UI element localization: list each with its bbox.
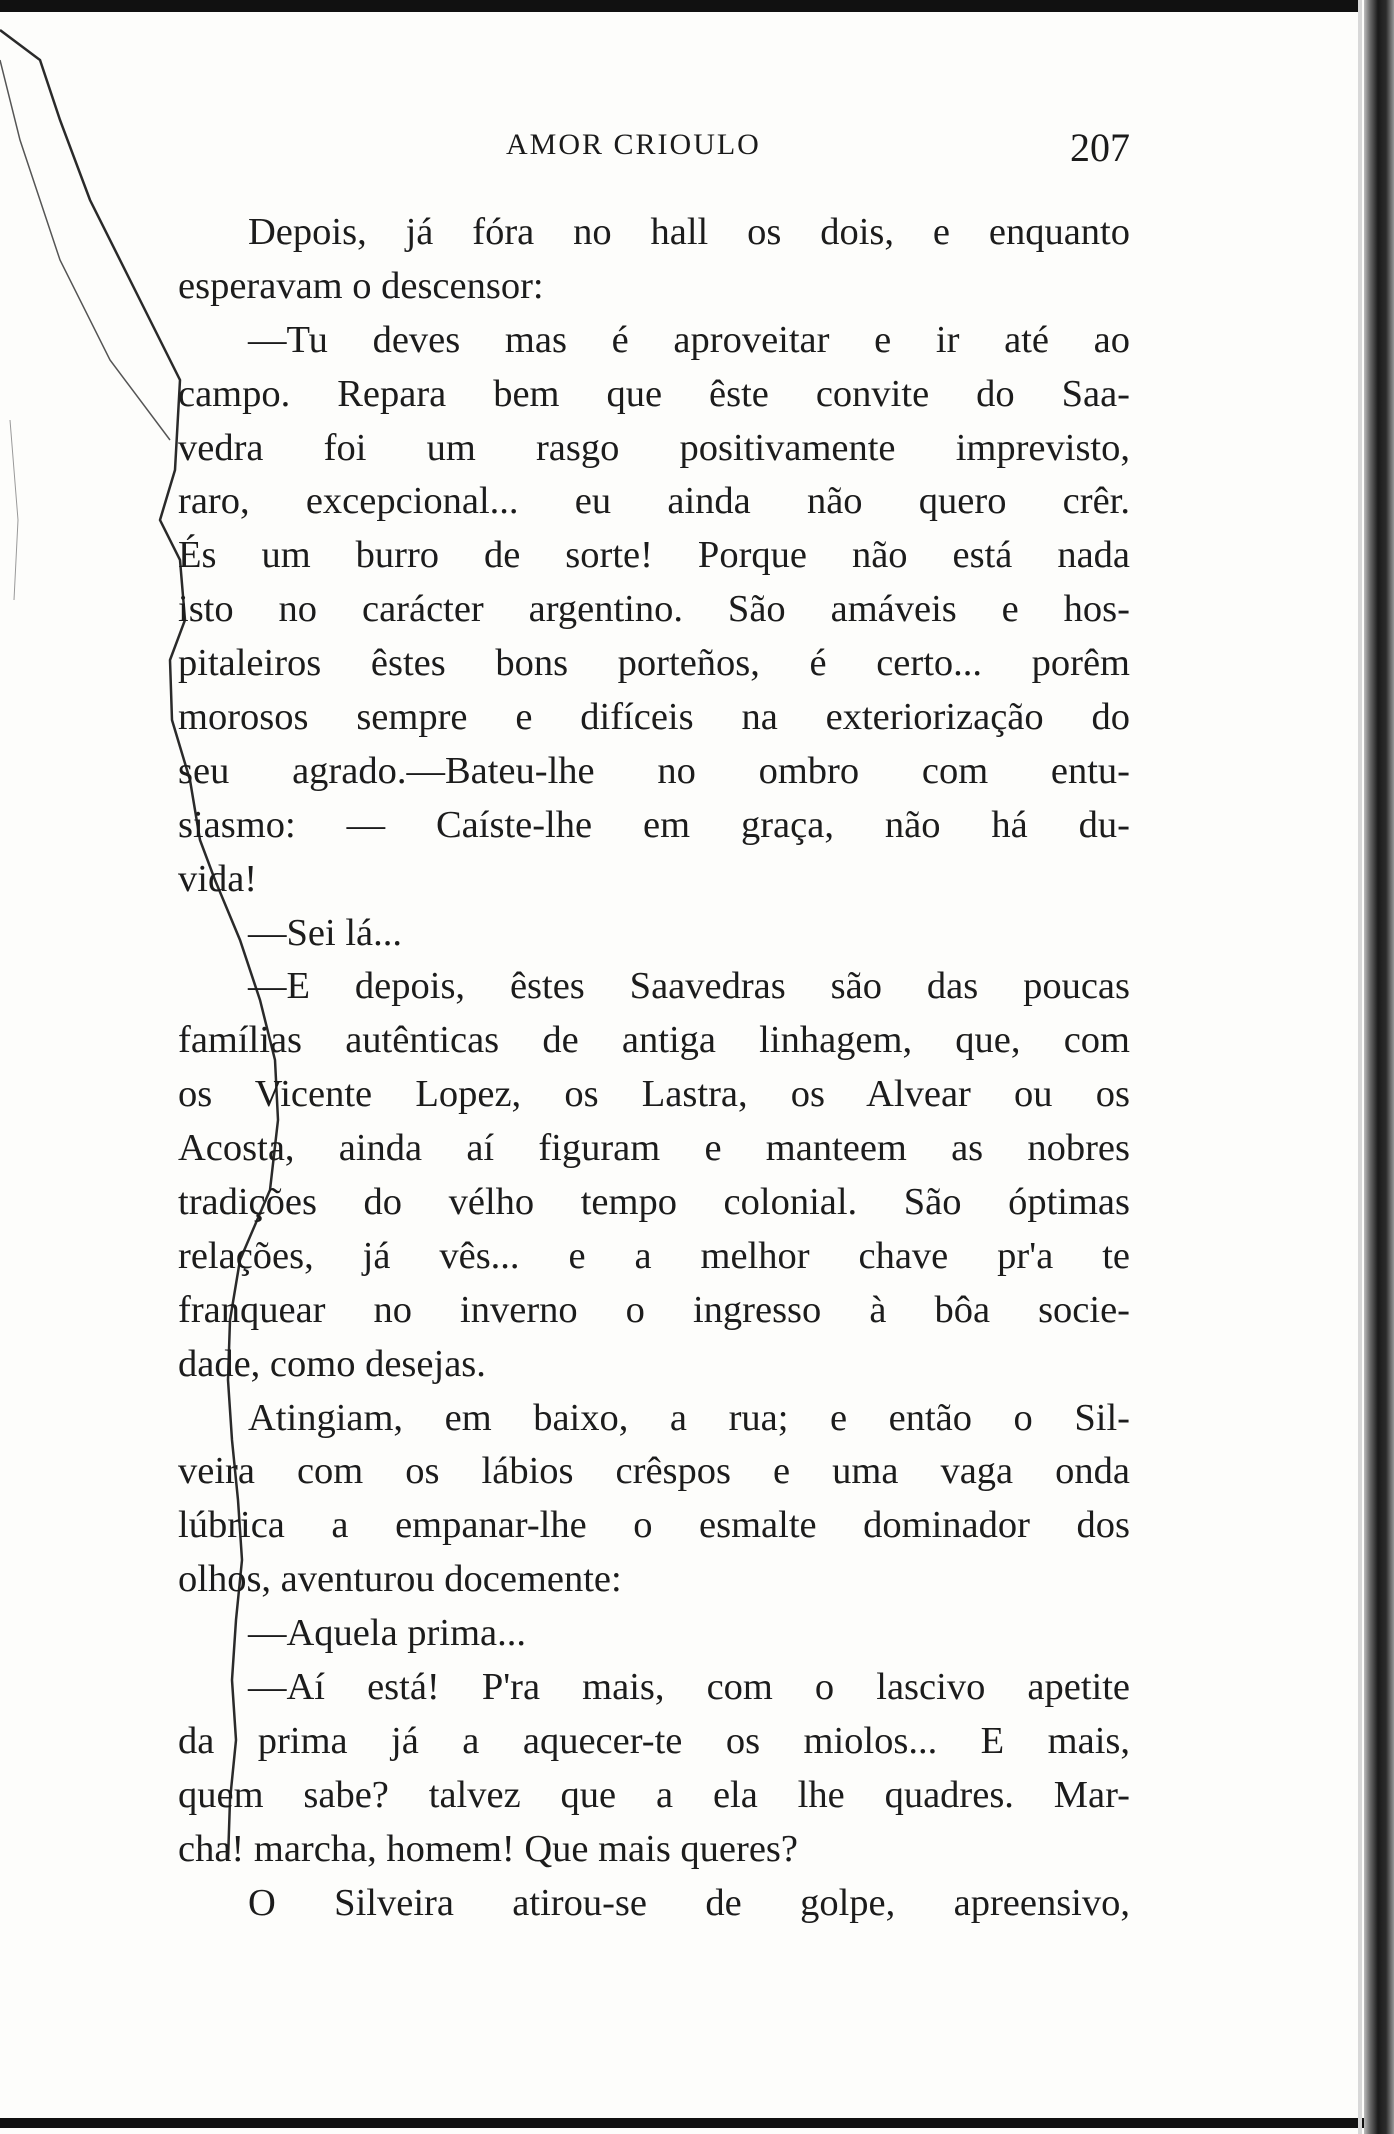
- text-line: —Aí está! P'ra mais, com o lascivo apetite: [248, 1666, 1130, 1709]
- running-title: AMOR CRIOULO: [506, 128, 761, 161]
- text-line: vedra foi um rasgo positivamente imprevisto,: [178, 426, 1130, 469]
- text-line: És um burro de sorte! Porque não está nada: [178, 534, 1130, 577]
- text-line: O Silveira atirou-se de golpe, apreensivo,: [248, 1881, 1130, 1924]
- text-line: os Vicente Lopez, os Lastra, os Alvear ou os: [178, 1073, 1130, 1116]
- scan-top-border: [0, 0, 1360, 12]
- text-line: relações, já vês... e a melhor chave pr'a te: [178, 1234, 1130, 1277]
- text-line: siasmo: — Caíste-lhe em graça, não há du-: [178, 803, 1130, 846]
- text-line: pitaleiros êstes bons porteños, é certo... porêm: [178, 642, 1130, 685]
- scan-right-edge: [1364, 0, 1394, 2134]
- text-line: tradições do vélho tempo colonial. São óptimas: [178, 1181, 1130, 1224]
- text-line: veira com os lábios crêspos e uma vaga onda: [178, 1450, 1130, 1493]
- body-text: [178, 206, 1130, 1931]
- running-header: [180, 124, 1150, 172]
- text-line: —Tu deves mas é aproveitar e ir até ao: [248, 318, 1130, 361]
- text-line: esperavam o descensor:: [178, 264, 544, 307]
- text-line: famílias autênticas de antiga linhagem, que, com: [178, 1019, 1130, 1062]
- text-line: dade, como desejas.: [178, 1342, 486, 1385]
- page-number: 207: [1070, 125, 1130, 170]
- text-line: vida!: [178, 857, 258, 900]
- page-gutter-shadow: [1358, 0, 1362, 2134]
- text-line: lúbrica a empanar-lhe o esmalte dominador dos: [178, 1504, 1130, 1547]
- scan-bottom-border: [0, 2118, 1364, 2128]
- text-line: —E depois, êstes Saavedras são das poucas: [248, 965, 1130, 1008]
- text-line: franquear no inverno o ingresso à bôa socie-: [178, 1288, 1130, 1331]
- text-line: isto no carácter argentino. São amáveis e hos-: [178, 588, 1130, 631]
- text-line: Atingiam, em baixo, a rua; e então o Sil-: [248, 1396, 1130, 1439]
- text-line: cha! marcha, homem! Que mais queres?: [178, 1827, 799, 1870]
- text-line: olhos, aventurou docemente:: [178, 1558, 622, 1601]
- text-line: raro, excepcional... eu ainda não quero crêr.: [178, 480, 1130, 523]
- text-line: —Aquela prima...: [248, 1612, 526, 1655]
- text-line: Acosta, ainda aí figuram e manteem as nobres: [178, 1127, 1130, 1170]
- text-line: campo. Repara bem que êste convite do Saa-: [178, 372, 1130, 415]
- text-line: quem sabe? talvez que a ela lhe quadres. Mar-: [178, 1773, 1130, 1816]
- text-line: Depois, já fóra no hall os dois, e enquanto: [248, 211, 1130, 253]
- text-line: morosos sempre e difíceis na exteriorização do: [178, 696, 1130, 739]
- text-line: da prima já a aquecer-te os miolos... E mais,: [178, 1719, 1130, 1762]
- text-line: —Sei lá...: [248, 911, 402, 954]
- text-line: seu agrado.—Bateu-lhe no ombro com entu-: [178, 749, 1130, 792]
